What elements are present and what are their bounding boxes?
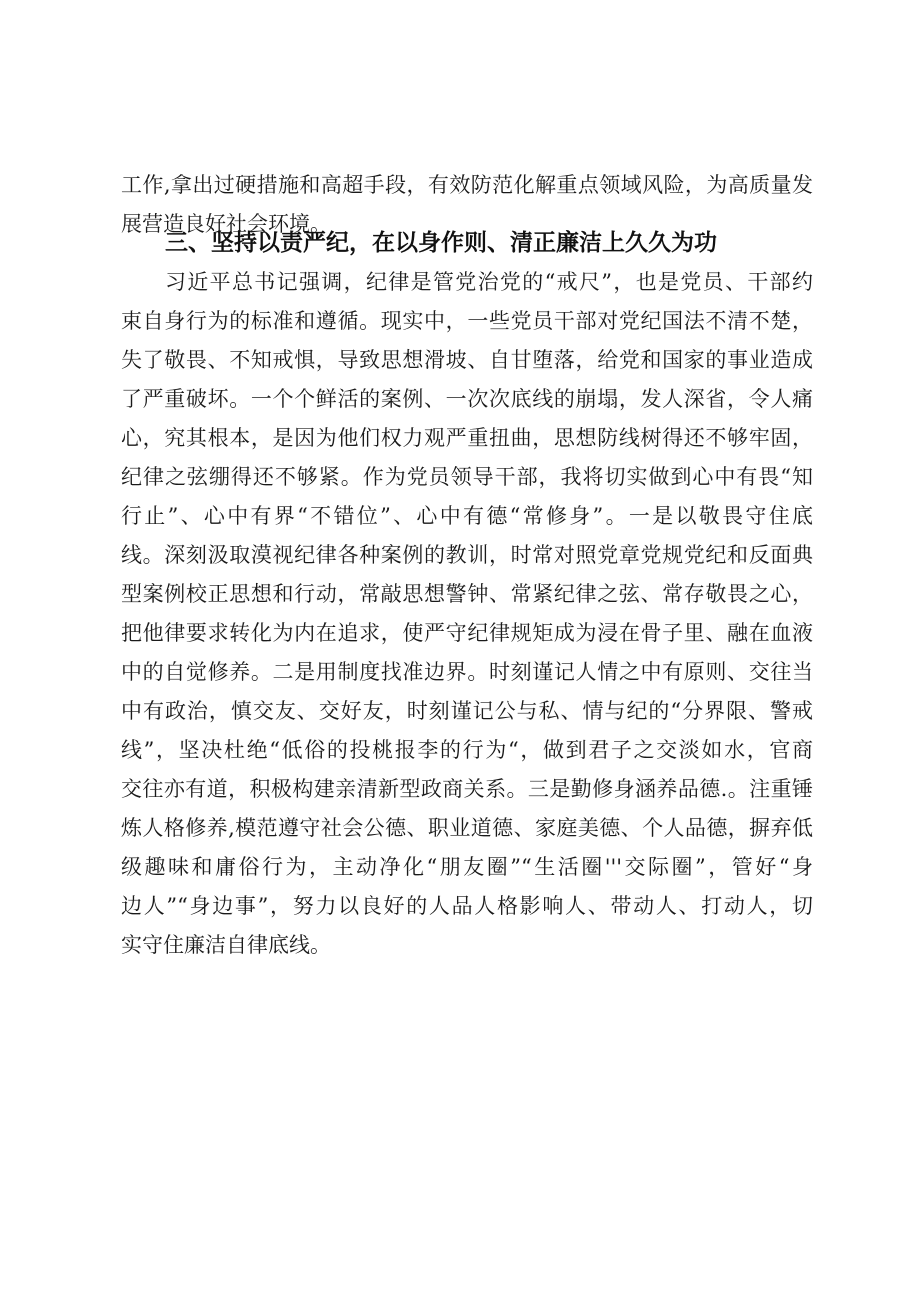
body-text-line: 级趣味和庸俗行为，主动净化“朋友圈”“生活圈'''交际圈”，管好“身 [121, 855, 813, 879]
body-text-line: 边人”“身边事”，努力以良好的人品人格影响人、带动人、打动人，切 [121, 894, 813, 918]
body-text-line: 习近平总书记强调，纪律是管党治党的“戒尺”，也是党员、干部约 [165, 270, 813, 294]
body-text-line: 了严重破坏。一个个鲜活的案例、一次次底线的崩塌，发人深省，令人痛 [121, 387, 813, 411]
body-text-line: 失了敬畏、不知戒惧，导致思想滑坡、自甘堕落，给党和国家的事业造成 [121, 348, 813, 372]
body-text-line: 实守住廉洁自律底线。 [121, 933, 331, 957]
body-text-line: 中有政治，慎交友、交好友，时刻谨记公与私、情与纪的“分界限、警戒 [121, 699, 813, 723]
body-text-line: 炼人格修养,模范遵守社会公德、职业道德、家庭美德、个人品德，摒弃低 [121, 816, 813, 840]
body-text-line: 线”，坚决杜绝“低俗的投桃报李的行为“，做到君子之交淡如水，官商 [121, 738, 813, 762]
body-text-line: 纪律之弦绷得还不够紧。作为党员领导干部，我将切实做到心中有畏“知 [121, 465, 813, 489]
body-text-line: 型案例校正思想和行动，常敲思想警钟、常紧纪律之弦、常存敬畏之心， [121, 582, 813, 606]
body-text-line: 线。深刻汲取漠视纪律各种案例的教训，时常对照党章党规党纪和反面典 [121, 543, 813, 567]
body-text-line: 心，究其根本，是因为他们权力观严重扭曲，思想防线树得还不够牢固， [121, 426, 813, 450]
body-text-line: 工作,拿出过硬措施和高超手段，有效防范化解重点领域风险，为高质量发 [121, 173, 813, 197]
body-text-line: 束自身行为的标准和遵循。现实中，一些党员干部对党纪国法不清不楚， [121, 309, 813, 333]
body-text-line: 交往亦有道，积极构建亲清新型政商关系。三是勤修身涵养品德.。注重锤 [121, 777, 813, 801]
body-text-line: 中的自觉修养。二是用制度找准边界。时刻谨记人情之中有原则、交往当 [121, 660, 813, 684]
body-text-line: 行止”、心中有界“不错位”、心中有德“常修身”。一是以敬畏守住底 [121, 504, 813, 528]
section-heading: 三、坚持以责严纪，在以身作则、清正廉洁上久久为功 [165, 230, 717, 256]
body-text-line: 展营造良好社会环境。 [121, 212, 331, 236]
body-text-line: 把他律要求转化为内在追求，使严守纪律规矩成为浸在骨子里、融在血液 [121, 621, 813, 645]
